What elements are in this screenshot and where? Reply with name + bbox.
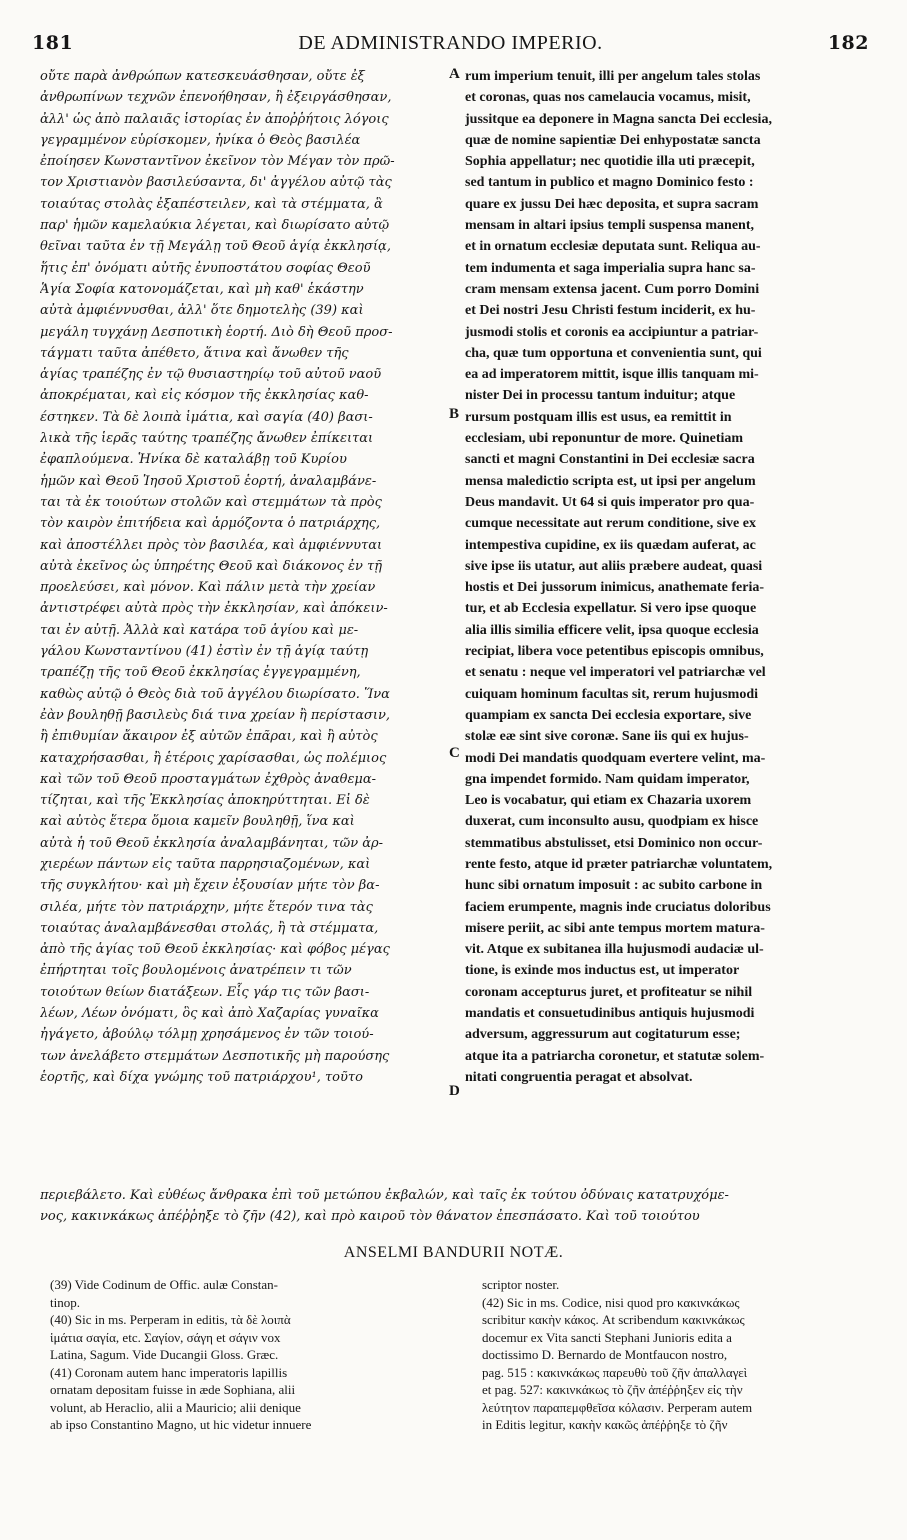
greek-text-line: Ἁγία Σοφία κατονομάζεται, καὶ μὴ καθ' ἑκάστην [40,281,364,297]
greek-continuation-text [40,1185,869,1227]
latin-text-line: ecclesiam, ubi reponuntur de more. Quinetiam [465,431,744,447]
greek-text-line: καταχρήσασθαι, ἢ ἑτέροις χαρίσασθαι, ὡς πολέμιος [40,750,387,766]
latin-text-line: misere periit, ac sibi ante tempus mortem matura- [465,920,765,936]
greek-text-line: ται ἐν αὐτῇ. Ἀλλὰ καὶ κατάρα τοῦ ἁγίου καὶ με- [40,622,359,638]
latin-text-line: recipiat, libera voce petentibus episcopis omnibus, [465,644,764,660]
latin-text-line: alia illis similia efficere velit, ipsa quoque ecclesia [465,622,759,638]
greek-text-line: ἁγίας τραπέζης ἐν τῷ θυσιαστηρίῳ τοῦ αὐτοῦ ναοῦ [40,367,382,383]
greek-text-line: τίζηται, καὶ τῆς Ἐκκλησίας ἀποκηρύττηται. Εἰ δὲ [40,793,370,809]
latin-text-line: hostis et Dei jussorum inimicus, anathemate feria- [465,580,765,596]
greek-text-line: ἀνθρωπίνων τεχνῶν ἐπενοήθησαν, ἢ ἐξειργάσθησαν, [40,90,392,106]
greek-text-line: καὶ τῶν τοῦ Θεοῦ προσταγμάτων ἐχθρὸς ἀναθεμα- [40,771,377,787]
latin-text-line: adversum, aggressurum aut cogitaturum esse; [465,1027,741,1043]
footnote-line: (40) Sic in ms. Perperam in editis, τὰ δὲ λοιπὰ [50,1312,291,1327]
footnote-line: (42) Sic in ms. Codice, nisi quod pro κακινκάκως [482,1294,740,1310]
greek-text-line: έστηκεν. Τὰ δὲ λοιπὰ ἱμάτια, καὶ σαγία (40) βασι- [40,409,373,425]
latin-text-line: sive ipse iis utatur, aut aliis præbere audeat, quasi [465,558,763,574]
notes-left-column [50,1276,445,1434]
latin-text-line: jussitque ea deponere in Magna sancta Dei ecclesia, [465,111,772,127]
latin-text-line: atque ita a patriarcha coronetur, et statutæ solem- [465,1048,765,1064]
latin-text-line: cha, quæ tum opportuna et convenientia sunt, qui [465,345,762,361]
footnote-line: ab ipso Constantino Magno, ut hic videtur innuere [50,1417,312,1432]
footnote-line: et pag. 527: κακινκάκως τὸ ζῆν ἀπέῤῥηξεν εἰς τὴν [482,1382,743,1397]
latin-text-line: et coronas, quas nos camelaucia vocamus, misit, [465,90,751,106]
latin-text-line: stolæ eæ sint sive coronæ. Sane iis qui ex hujus- [465,729,749,745]
latin-text-line: nitati congruentia peragat et absolvat. [465,1069,693,1085]
greek-text-line: ἐποίησεν Κωνσταντῖνον ἐκεῖνον τὸν Μέγαν τὸν πρῶ- [40,154,395,170]
greek-text-line: ἢ ἐπιθυμίαν ἄκαιρον ἐξ αὐτῶν ἐπᾶραι, καὶ ἢ αὐτὸς [40,729,378,745]
latin-text-line: intempestiva cupidine, ex iis quædam auferat, ac [465,537,756,553]
latin-text-line: et in ornatum ecclesiæ deputata sunt. Reliqua au- [465,239,761,255]
latin-text-line: sancti et magni Constantini in Dei ecclesiæ sacra [465,452,755,468]
greek-text-line: αὐτὰ ἐκεῖνος ὡς ὑπηρέτης Θεοῦ καὶ διάκονος ἐν τῇ [40,558,382,574]
latin-text-line: cuiquam hominum facultas sit, rerum hujusmodi [465,686,759,702]
latin-text-line: tione, is exinde mos inductus est, ut imperator [465,963,740,979]
footnote-line: in Editis legitur, κακὴν κακῶς ἀπέῤῥηξε τὸ ζῆν [482,1417,728,1432]
latin-text-line: gna impendet formido. Nam quidam imperator, [465,771,750,787]
margin-letter-c: C [449,745,460,761]
greek-text-line: ται τὰ ἐκ τοιούτων στολῶν καὶ στεμμάτων τὰ πρὸς [40,494,382,510]
greek-text-line: σιλέα, μήτε τὸν πατριάρχην, μήτε ἕτερόν τινα τὰς [40,899,373,915]
greek-text-line: τοιαύτας στολὰς ἐξαπέστειλεν, καὶ τὰ στέμματα, ἃ [40,196,383,212]
greek-text-line: ἐὰν βουληθῇ βασιλεὺς διά τινα χρείαν ἢ περίστασιν, [40,707,390,723]
margin-letter-a: A [449,66,460,82]
greek-text-line: παρ' ἡμῶν καμελαύκια λέγεται, καὶ διωρίσατο αὐτῷ [40,218,390,234]
latin-text-line: rente festo, atque id præter patriarchæ voluntatem, [465,856,773,872]
greek-text-line: λέων, Λέων ὀνόματι, ὃς καὶ ἀπὸ Χαζαρίας γυναῖκα [40,1006,379,1022]
greek-text-line: αὐτὰ ἡ τοῦ Θεοῦ ἐκκλησία ἀναλαμβάνηται, τῶν ἀρ- [40,835,384,851]
footnote-line: (39) Vide Codinum de Offic. aulæ Constan- [50,1277,279,1292]
greek-text-line: νος, κακινκάκως ἀπέῤῥηξε τὸ ζῆν (42), καὶ πρὸ καιροῦ τὸν θάνατον ἐπεσπάσατο. Καὶ τοῦ τοιούτου [40,1209,700,1224]
greek-text-line: τραπέζῃ τῆς τοῦ Θεοῦ ἐκκλησίας ἐγγεγραμμένη, [40,665,361,681]
notes-right-column [482,1276,877,1434]
greek-text-line: ἑορτῆς, καὶ δίχα γνώμης τοῦ πατριάρχου¹, τοῦτο [40,1069,363,1085]
footnote-line: volunt, ab Heraclio, alii a Mauricio; alii denique [50,1399,301,1415]
latin-text-line: et senatu : neque vel imperatori vel patriarchæ vel [465,665,766,681]
greek-text-line: ἀπὸ τῆς ἁγίας τοῦ Θεοῦ ἐκκλησίας· καὶ φόβος μέγας [40,942,390,958]
greek-text-line: λικὰ τῆς ἱερᾶς ταύτης τραπέζης ἄνωθεν ἐπίκειται [40,431,374,447]
greek-text-line: καθὼς αὐτῷ ὁ Θεὸς διὰ τοῦ ἀγγέλου διωρίσατο. Ἵνα [40,686,390,702]
latin-text-line: ea ad imperatorem mittit, isque illis tanquam mi- [465,367,759,383]
greek-text-line: περιεβάλετο. Καὶ εὐθέως ἄνθρακα ἐπὶ τοῦ μετώπου ἐκβαλών, καὶ ταῖς ἐκ τούτου ὀδύναις κατατρυχόμε- [40,1188,729,1203]
greek-text-line: ἡμῶν καὶ Θεοῦ Ἰησοῦ Χριστοῦ ἑορτή, ἀναλαμβάνε- [40,473,377,489]
greek-text-line: ἥτις ἐπ' ὀνόματι αὐτῆς ἐνυποστάτου σοφίας Θεοῦ [40,260,371,276]
latin-text-line: Deus mandavit. Ut 64 si quis imperator pro qua- [465,494,755,510]
greek-text-line: τοιαύτας ἀναλαμβάνεσθαι στολάς, ἢ τὰ στέμματα, [40,920,379,936]
greek-text-line: τάγματι ταῦτα ἀπέθετο, ἅτινα καὶ ἄνωθεν τῆς [40,345,349,361]
greek-text-line: τῆς συγκλήτου· καὶ μὴ ἔχειν ἐξουσίαν μήτε τὸν βα- [40,878,380,894]
margin-letter-b: B [449,406,460,422]
greek-text-line: καὶ ἀποστέλλει πρὸς τὸν βασιλέα, καὶ ἀμφιέννυται [40,537,383,553]
greek-text-line: γεγραμμένον εὑρίσκομεν, ἡνίκα ὁ Θεὸς βασιλέα [40,132,361,148]
latin-text-line: rum imperium tenuit, illi per angelum tales stolas [465,69,761,84]
latin-text-line: mandatis et consuetudinibus antiquis hujusmodi [465,1006,755,1022]
greek-text-line: τον Χριστιανὸν βασιλεύσαντα, δι' ἀγγέλου αὐτῷ τὰς [40,175,392,191]
page-number-right: 182 [827,32,869,54]
latin-text-line: vit. Atque ex subitanea illa hujusmodi audaciæ ul- [465,942,764,958]
margin-letter-d: D [449,1083,460,1099]
page-number-left: 181 [32,32,74,54]
latin-text-line: rursum postquam illis est usus, ea remittit in [465,409,732,425]
greek-text-line: ἀλλ' ὡς ἀπὸ παλαιᾶς ἱστορίας ἐν ἀποῤῥήτοις λόγοις [40,111,389,127]
latin-text-line: Leo is vocabatur, qui etiam ex Chazaria uxorem [465,793,752,809]
footnote-line: scriptor noster. [482,1277,560,1292]
latin-text-line: cram mensam extensa jacent. Cum porro Domini [465,281,760,297]
greek-text-line: ἀποκρέμαται, καὶ εἰς κόσμον τῆς ἐκκλησίας καθ- [40,388,369,404]
latin-text-line: hunc sibi ornatum imposuit : ac subito carbone in [465,878,763,894]
greek-text-column [40,66,450,1088]
footnote-line: λεύτητον παραπεμφθεῖσα κόλασιν. Perperam autem [482,1399,753,1415]
latin-text-line: coronam accepturus juret, et profiteatur se nihil [465,984,753,1000]
greek-text-line: θεῖναι ταῦτα ἐν τῇ Μεγάλῃ τοῦ Θεοῦ ἁγίᾳ ἐκκλησίᾳ, [40,239,391,255]
latin-text-line: Sophia appellatur; nec quotidie illa uti præcepit, [465,154,755,170]
footnote-line: pag. 515 : κακινκάκως παρευθὺ τοῦ ζῆν ἀπαλλαγεὶ [482,1364,748,1380]
greek-text-line: των ἀνελάβετο στεμμάτων Δεσποτικῆς μὴ παρούσης [40,1048,390,1064]
greek-text-line: χιερέων πάντων εἰς ταῦτα παρρησιαζομένων, καὶ [40,856,371,872]
greek-text-line: αὐτὰ ἀμφιέννυσθαι, ἀλλ' ὅτε δημοτελὴς (39) καὶ [40,303,364,319]
greek-text-line: ἀντιστρέφει αὐτὰ πρὸς τὴν ἐκκλησίαν, καὶ ἀπόκειν- [40,601,388,617]
latin-text-line: cumque necessitate aut rerum conditione, sive ex [465,516,756,532]
footnote-line: (41) Coronam autem hanc imperatoris lapillis [50,1364,288,1380]
latin-text-line: mensam in altari ipsius templi suspensa manent, [465,218,754,234]
latin-text-line: quampiam ex sancta Dei ecclesia exportare, sive [465,707,752,723]
latin-text-line: duxerat, cum inconsulto ausu, quodpiam ex hisce [465,814,759,830]
latin-text-line: modi Dei mandatis quodquam evertere velint, ma- [465,750,766,766]
latin-text-line: sed tantum in publico et magno Dominico festo : [465,175,754,191]
latin-text-line: faciem erumpente, magnis inde cruciatus doloribus [465,899,771,915]
running-title: DE ADMINISTRANDO IMPERIO. [298,32,603,54]
latin-text-line: jusmodi stolis et coronis ea accipiuntur a patriar- [465,324,759,340]
greek-text-line: ἠγάγετο, ἀβούλῳ τόλμῃ χρησάμενος ἐν τῶν τοιού- [40,1027,374,1043]
latin-text-line: mensa maledictio scripta est, ut ipsi per angelum [465,473,756,489]
footnote-line: doctissimo D. Bernardo de Montfaucon nostro, [482,1347,728,1362]
notes-heading: ANSELMI BANDURII NOTÆ. [343,1244,564,1261]
greek-text-line: ἐφαπλούμενα. Ἡνίκα δὲ καταλάβῃ τοῦ Κυρίου [40,452,347,468]
greek-text-line: τοιούτων θείων διατάξεων. Εἷς γάρ τις τῶν βασι- [40,984,370,1000]
greek-text-line: οὔτε παρὰ ἀνθρώπων κατεσκευάσθησαν, οὔτε ἐξ [40,69,365,84]
latin-text-line: tem indumenta et saga imperialia supra hanc sa- [465,260,756,276]
latin-text-line: stemmatibus abstulisset, etsi Dominico non occur- [465,835,763,851]
latin-text-line: quæ de nomine sapientiæ Dei enhypostatæ sancta [465,132,761,148]
latin-text-column [465,66,870,1088]
footnote-line: tinop. [50,1294,80,1310]
running-header [32,32,869,62]
footnote-line: ἱμάτια σαγία, etc. Σαγίον, σάγη et σάγιν vox [50,1329,281,1345]
greek-text-line: μεγάλη τυγχάνῃ Δεσποτικὴ ἑορτή. Διὸ δὴ Θεοῦ προσ- [40,324,393,340]
footnote-line: Latina, Sagum. Vide Ducangii Gloss. Græc. [50,1347,279,1362]
latin-text-line: tur, et ab Ecclesia expellatur. Si vero ipse quoque [465,601,757,617]
greek-text-line: προελεύσει, καὶ μόνον. Καὶ πάλιν μετὰ τὴν χρείαν [40,580,376,596]
greek-text-line: γάλου Κωνσταντίνου (41) ἐστὶν ἐν τῇ ἁγίᾳ ταύτῃ [40,644,369,660]
greek-text-line: ἐπήρτηται τοῖς βουλομένοις ἀνατρέπειν τι τῶν [40,963,352,979]
footnote-line: scribitur κακὴν κάκος. At scribendum κακινκάκως [482,1312,745,1327]
footnote-line: docemur ex Vita sancti Stephani Junioris edita a [482,1329,732,1345]
latin-text-line: nister Dei in processu tantum induitur; atque [465,388,736,404]
greek-text-line: καὶ αὐτὸς ἕτερα ὅμοια καμεῖν βουληθῇ, ἵνα καὶ [40,814,355,830]
greek-text-line: τὸν καιρὸν ἐπιτήδεια καὶ ἁρμόζοντα ὁ πατριάρχης, [40,516,381,532]
latin-text-line: quare ex jussu Dei hæc deposita, et supra sacram [465,196,759,212]
footnote-line: ornatam depositam fuisse in æde Sophiana, alii [50,1382,296,1397]
latin-text-line: et Dei nostri Jesu Christi festum inciderit, ex hu- [465,303,756,319]
